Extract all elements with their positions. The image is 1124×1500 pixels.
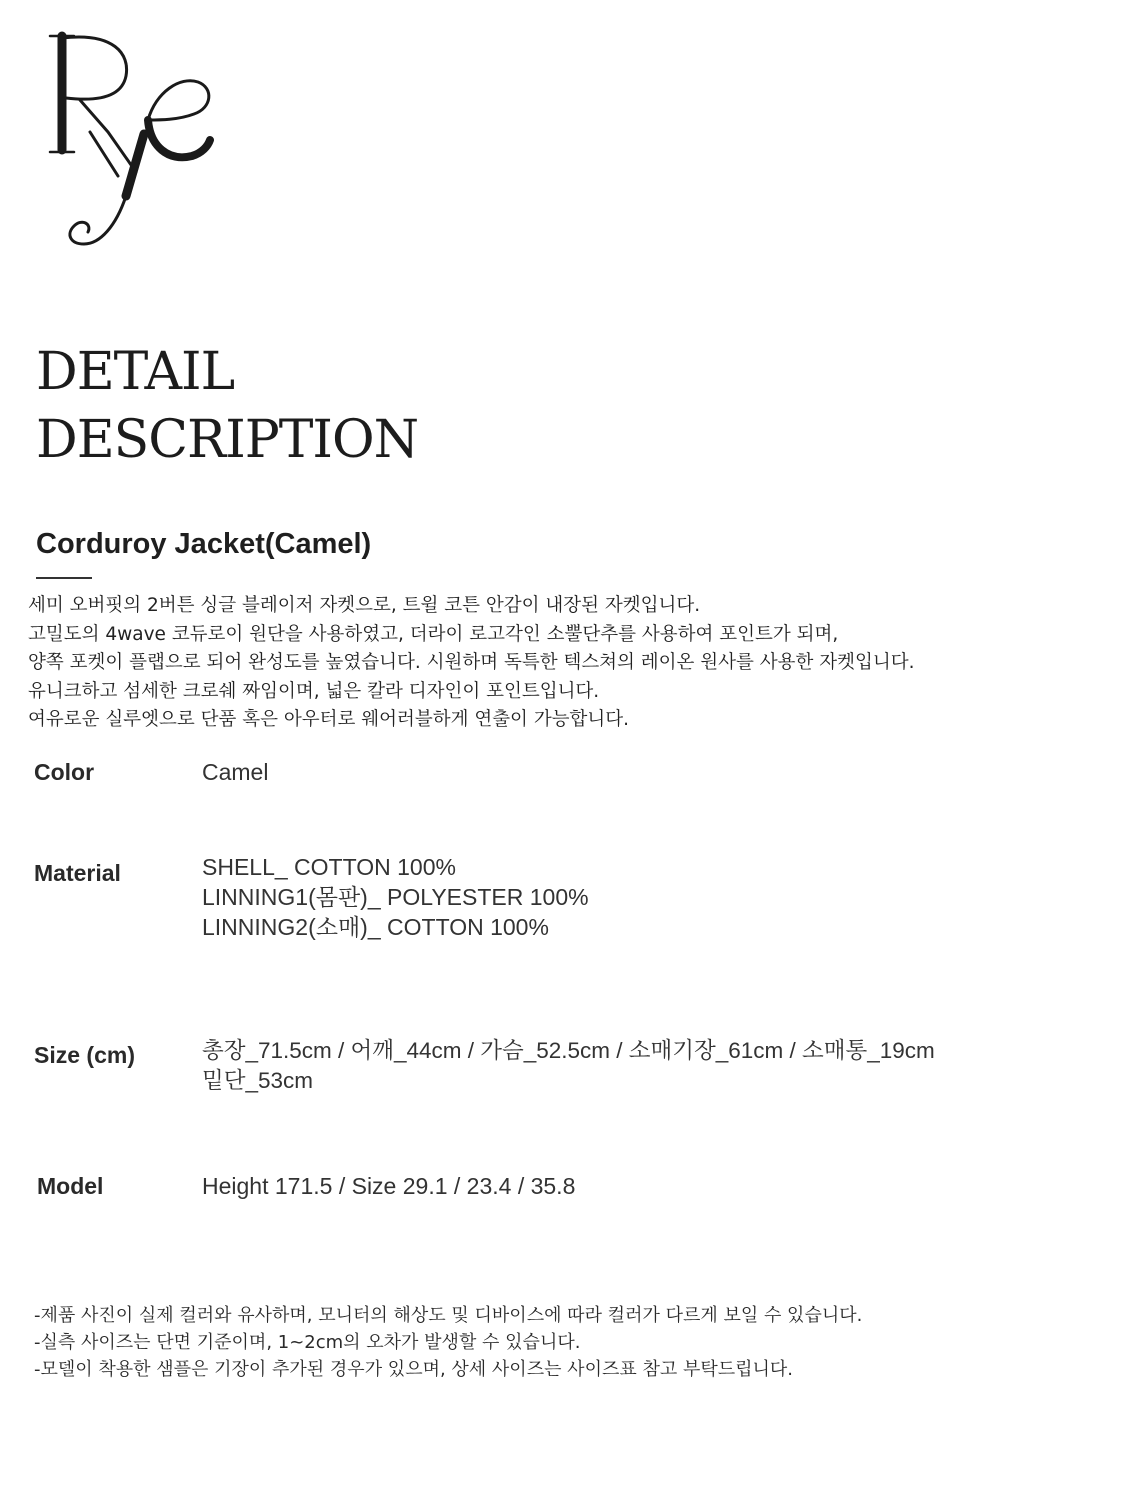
title-divider	[36, 577, 92, 579]
description-line: 유니크하고 섬세한 크로쉐 짜임이며, 넓은 칼라 디자인이 포인트입니다.	[28, 680, 600, 702]
description-line: 고밀도의 4wave 코듀로이 원단을 사용하였고, 더라이 로고각인 소뿔단추를 사용하여 포인트가 되며,	[28, 623, 839, 645]
note-line: -제품 사진이 실제 컬러와 유사하며, 모니터의 해상도 및 디바이스에 따라 컬러가 다르게 보일 수 있습니다.	[34, 1305, 863, 1326]
spec-value: LINNING1(몸판)_ POLYESTER 100%	[202, 884, 589, 910]
product-notes	[34, 1302, 1094, 1383]
spec-values-color	[202, 757, 268, 787]
note-line: -실측 사이즈는 단면 기준이며, 1~2cm의 오차가 발생할 수 있습니다.	[34, 1332, 581, 1353]
spec-value: SHELL_ COTTON 100%	[202, 854, 456, 880]
heading-line-detail: DETAIL	[36, 342, 235, 402]
description-line: 세미 오버핏의 2버튼 싱글 블레이저 자켓으로, 트윌 코튼 안감이 내장된 자켓입니다.	[28, 595, 701, 616]
heading-line-description: DESCRIPTION	[36, 410, 419, 470]
product-title: Corduroy Jacket(Camel)	[36, 528, 372, 560]
rye-monogram-logo	[44, 28, 216, 260]
spec-value: Camel	[202, 759, 269, 785]
spec-value: Height 171.5 / Size 29.1 / 23.4 / 35.8	[202, 1173, 576, 1199]
spec-label-color: Color	[34, 759, 95, 785]
spec-value: LINNING2(소매)_ COTTON 100%	[202, 914, 549, 940]
spec-label-material: Material	[34, 860, 121, 886]
spec-values-model	[202, 1171, 575, 1201]
spec-values-size	[202, 1036, 935, 1096]
note-line: -모델이 착용한 샘플은 기장이 추가된 경우가 있으며, 상세 사이즈는 사이즈표 참고 부탁드립니다.	[34, 1359, 794, 1380]
spec-label-size: Size (cm)	[34, 1042, 135, 1068]
product-description	[28, 592, 1118, 735]
description-line: 양쪽 포켓이 플랩으로 되어 완성도를 높였습니다. 시원하며 독특한 텍스쳐의 레이온 원사를 사용한 자켓입니다.	[28, 652, 915, 673]
spec-value: 총장_71.5cm / 어깨_44cm / 가슴_52.5cm / 소매기장_61cm / 소매통_19cm	[202, 1038, 935, 1063]
page-heading	[36, 338, 418, 474]
spec-values-material	[202, 852, 589, 942]
spec-label-model: Model	[37, 1173, 104, 1199]
spec-value: 밑단_53cm	[202, 1068, 314, 1093]
description-line: 여유로운 실루엣으로 단품 혹은 아우터로 웨어러블하게 연출이 가능합니다.	[28, 709, 630, 730]
